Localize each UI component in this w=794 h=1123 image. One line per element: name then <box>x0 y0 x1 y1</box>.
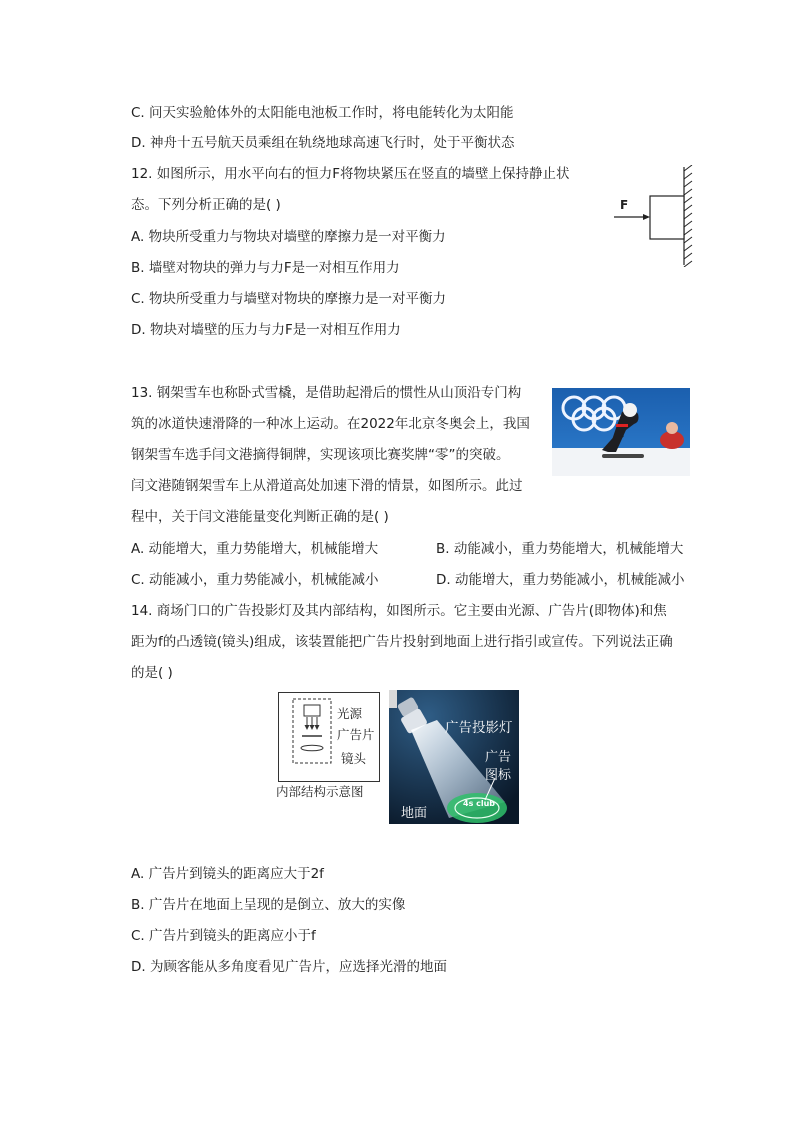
q12-option-d: D. 物块对墙壁的压力与力F是一对相互作用力 <box>131 322 401 338</box>
q14-option-b: B. 广告片在地面上呈现的是倒立、放大的实像 <box>131 897 406 913</box>
internal-structure-diagram <box>278 692 380 782</box>
lens-label: 镜头 <box>341 751 367 766</box>
skeleton-athlete-photo <box>552 388 690 476</box>
q11-option-d: D. 神舟十五号航天员乘组在轨绕地球高速飞行时，处于平衡状态 <box>131 135 515 151</box>
force-f-label: F <box>620 198 629 212</box>
q14-option-d: D. 为顾客能从多角度看见广告片，应选择光滑的地面 <box>131 959 447 975</box>
q14-stem-line-3: 的是( ) <box>131 665 173 681</box>
ad-logo-text: 4s club <box>463 799 496 808</box>
q12-option-b: B. 墙壁对物块的弹力与力F是一对相互作用力 <box>131 260 400 276</box>
q14-option-a: A. 广告片到镜头的距离应大于2f <box>131 866 324 882</box>
light-source-label: 光源 <box>337 706 363 721</box>
q13-stem-line-1: 13. 钢架雪车也称卧式雪橇，是借助起滑后的惯性从山顶沿专门构 <box>131 385 522 401</box>
projector-label: 广告投影灯 <box>445 720 513 736</box>
q12-stem-line-2: 态。下列分析正确的是( ) <box>131 197 281 213</box>
internal-structure-caption: 内部结构示意图 <box>276 784 364 799</box>
ad-icon-label-1: 广告 <box>485 750 512 765</box>
ad-film-label: 广告片 <box>337 727 375 742</box>
ad-icon-label-2: 图标 <box>485 768 512 783</box>
q13-stem-line-2: 筑的冰道快速滑降的一种冰上运动。在2022年北京冬奥会上，我国 <box>131 416 530 432</box>
q14-stem-line-2: 距为f的凸透镜(镜头)组成，该装置能把广告片投射到地面上进行指引或宣传。下列说法正确 <box>131 634 673 650</box>
q12-stem-line-1: 12. 如图所示，用水平向右的恒力F将物块紧压在竖直的墙壁上保持静止状 <box>131 166 570 182</box>
q11-option-c: C. 问天实验舱体外的太阳能电池板工作时，将电能转化为太阳能 <box>131 105 514 121</box>
q14-stem-line-1: 14. 商场门口的广告投影灯及其内部结构，如图所示。它主要由光源、广告片(即物体)和焦 <box>131 603 667 619</box>
q13-option-c: C. 动能减小，重力势能减小，机械能减小 <box>131 572 379 588</box>
q13-stem-line-4: 闫文港随钢架雪车上从滑道高处加速下滑的情景，如图所示。此过 <box>131 478 523 494</box>
q13-option-b: B. 动能减小，重力势能增大，机械能增大 <box>436 541 684 557</box>
q13-stem-line-5: 程中，关于闫文港能量变化判断正确的是( ) <box>131 509 389 525</box>
q13-stem-line-3: 钢架雪车选手闫文港摘得铜牌，实现该项比赛奖牌“零”的突破。 <box>131 447 510 463</box>
ad-projector-photo <box>389 690 519 824</box>
q12-option-c: C. 物块所受重力与墙壁对物块的摩擦力是一对平衡力 <box>131 291 447 307</box>
q14-option-c: C. 广告片到镜头的距离应小于f <box>131 928 316 944</box>
q12-option-a: A. 物块所受重力与物块对墙壁的摩擦力是一对平衡力 <box>131 229 446 245</box>
q13-option-a: A. 动能增大，重力势能增大，机械能增大 <box>131 541 379 557</box>
ground-label: 地面 <box>401 806 428 821</box>
q12-force-diagram <box>600 165 700 267</box>
q13-option-d: D. 动能增大，重力势能减小，机械能减小 <box>436 572 685 588</box>
